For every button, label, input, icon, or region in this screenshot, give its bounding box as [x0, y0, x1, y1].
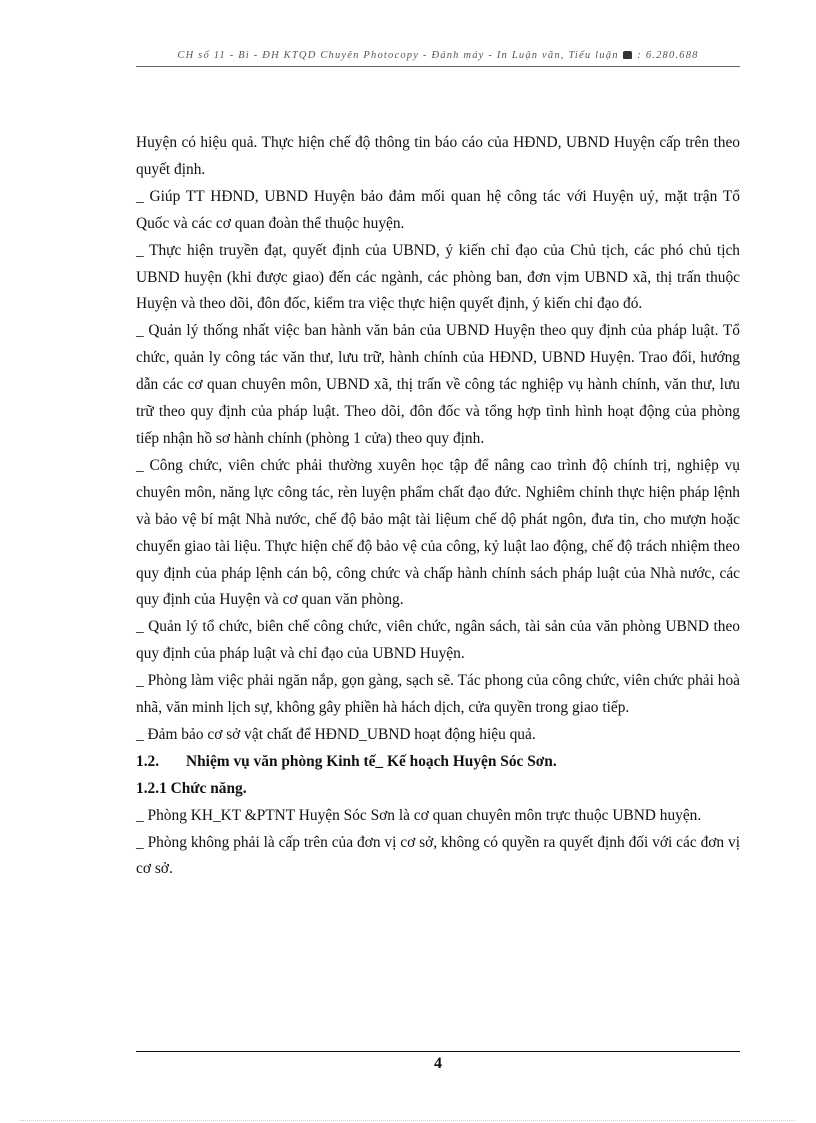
paragraph-4: _ Quản lý thống nhất việc ban hành văn bản của UBND Huyện theo quy định của pháp luật. Tổ chức, quản ly công tác văn thư, lưu trữ, hành chính của HĐND, UBND Huyện. Trao đổi, hướng dẫn các cơ quan chuyên môn, UBND xã, thị trấn về công tác nghiệp vụ hành chính, văn thư, lưu trữ theo quy định của pháp luật. Theo dõi, đôn đốc và tổng hợp tình hình hoạt động của phòng tiếp nhận hồ sơ hành chính (phòng 1 cửa) theo quy định.	[136, 322, 740, 447]
footer-rule	[136, 1051, 740, 1052]
section-heading-1-2	[136, 749, 740, 776]
header-phone: : 6.280.688	[637, 50, 699, 61]
header-text: CH số 11 - Bì - ĐH KTQD Chuyên Photocopy - Đánh máy - In Luận văn, Tiểu luận	[177, 50, 619, 61]
paragraph-9: _ Phòng KH_KT &PTNT Huyện Sóc Sơn là cơ quan chuyên môn trực thuộc UBND huyện.	[136, 806, 702, 824]
paragraph-6: _ Quản lý tổ chức, biên chế công chức, viên chức, ngân sách, tài sản của văn phòng UBND theo quy định của pháp luật và chỉ đạo của UBND Huyện.	[136, 618, 740, 663]
phone-icon	[623, 51, 632, 59]
section-number: 1.2.	[136, 752, 160, 770]
subsection-heading-1-2-1: 1.2.1 Chức năng.	[136, 779, 247, 797]
page-edge-dots	[20, 1120, 796, 1121]
paragraph-1: Huyện có hiệu quả. Thực hiện chế độ thông tin báo cáo của HĐND, UBND Huyện cấp trên theo quyết định.	[136, 134, 740, 178]
document-body	[136, 130, 740, 883]
paragraph-10: _ Phòng không phải là cấp trên của đơn vị cơ sở, không có quyền ra quyết định đối với các đơn vị cơ sở.	[136, 833, 740, 878]
page-header	[136, 50, 740, 61]
header-rule	[136, 66, 740, 67]
paragraph-3: _ Thực hiện truyền đạt, quyết định của UBND, ý kiến chỉ đạo của Chủ tịch, các phó chủ tịch UBND huyện (khi được giao) đến các ngành, các phòng ban, đơn vịm UBND xã, thị trấn thuộc Huyện và theo dõi, đôn đốc, kiểm tra việc thực hiện quyết định, ý kiến chỉ đạo đó.	[136, 241, 740, 313]
paragraph-2: _ Giúp TT HĐND, UBND Huyện bảo đảm mối quan hệ công tác với Huyện uỷ, mặt trận Tổ Quốc và các cơ quan đoàn thể thuộc huyện.	[136, 187, 740, 232]
paragraph-7: _ Phòng làm việc phải ngăn nắp, gọn gàng, sạch sẽ. Tác phong của công chức, viên chức phải hoà nhã, văn minh lịch sự, không gây phiền hà hách dịch, cửa quyền trong giao tiếp.	[136, 672, 740, 717]
paragraph-8: _ Đảm bảo cơ sở vật chất để HĐND_UBND hoạt động hiệu quả.	[136, 725, 536, 743]
section-title: Nhiệm vụ văn phòng Kinh tế_ Kế hoạch Huyện Sóc Sơn.	[186, 752, 557, 770]
paragraph-5: _ Công chức, viên chức phải thường xuyên học tập để nâng cao trình độ chính trị, nghiệp vụ chuyên môn, năng lực công tác, rèn luyện phẩm chất đạo đức. Nghiêm chỉnh thực hiện pháp lệnh và bảo vệ bí mật Nhà nước, chế độ bảo mật tài liệum chế dộ phát ngôn, đưa tin, cho mượn hoặc chuyển giao tài liệu. Thực hiện chế độ bảo vệ của công, kỷ luật lao động, chế độ trách nhiệm theo quy định của pháp lệnh cán bộ, công chức và chấp hành chính sách pháp luật của Nhà nước, các quy định của Huyện và cơ quan văn phòng.	[136, 456, 740, 609]
page-number: 4	[434, 1055, 442, 1072]
